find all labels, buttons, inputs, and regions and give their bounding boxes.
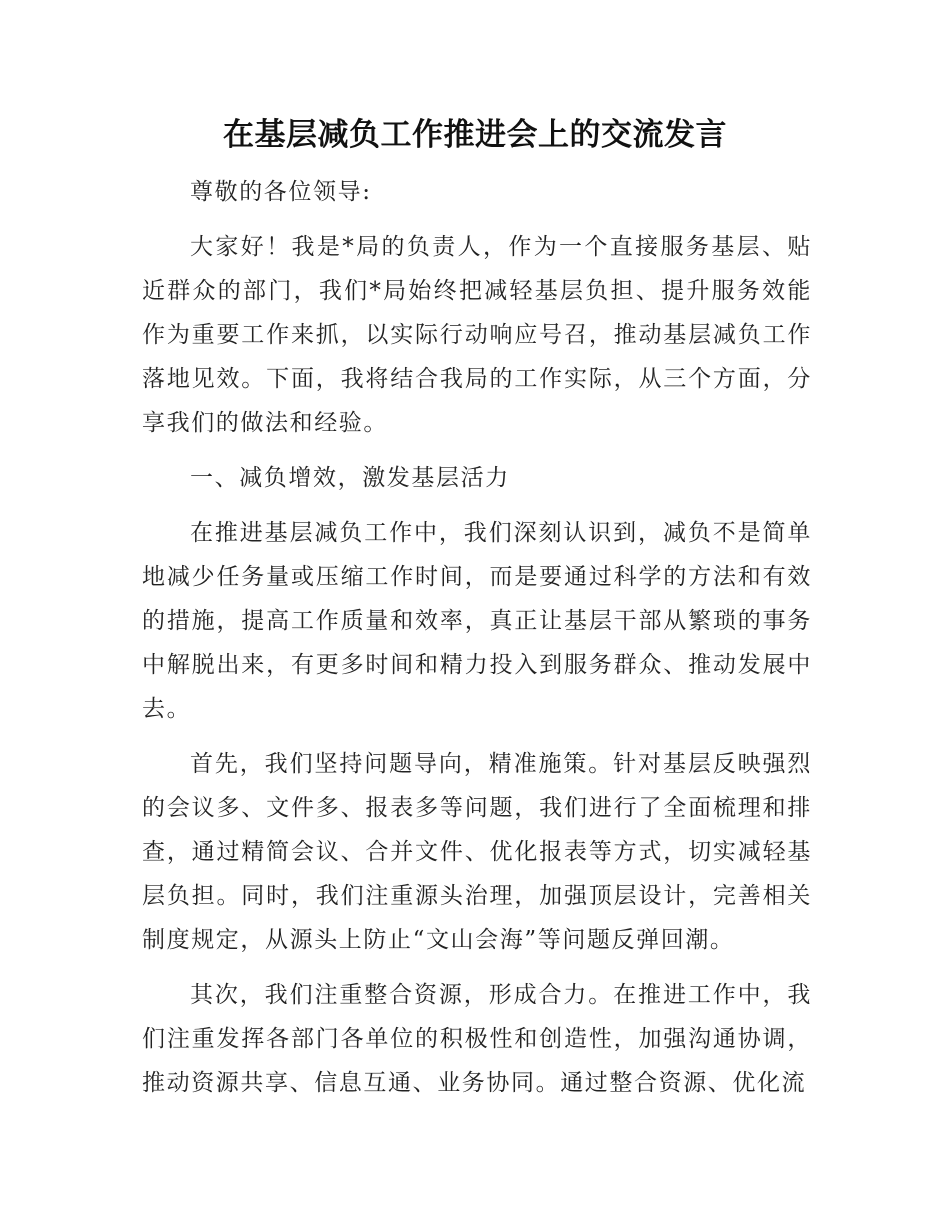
paragraph-gap	[142, 214, 812, 225]
document-title: 在基层减负工作推进会上的交流发言	[223, 117, 727, 153]
paragraph-second-point: 其次，我们注重整合资源，形成合力。在推进工作中，我们注重发挥各部门各单位的积极性和创造性，加强沟通协调，推动资源共享、信息互通、业务协同。通过整合资源、优化流	[142, 982, 812, 1096]
paragraph-gap	[142, 445, 812, 456]
paragraph-section1-overview: 在推进基层减负工作中，我们深刻认识到，减负不是简单地减少任务量或压缩工作时间，而是要通过科学的方法和有效的措施，提高工作质量和效率，真正让基层干部从繁琐的事务中解脱出来，有更多时间和精力投入到服务群众、推动发展中去。	[142, 520, 812, 722]
paragraph-gap	[142, 962, 812, 973]
paragraph-gap	[142, 731, 812, 742]
document-body	[142, 170, 812, 1105]
paragraph-gap	[142, 500, 812, 511]
paragraph-intro: 大家好！我是*局的负责人，作为一个直接服务基层、贴近群众的部门，我们*局始终把减轻基层负担、提升服务效能作为重要工作来抓，以实际行动响应号召，推动基层减负工作落地见效。下面，我将结合我局的工作实际，从三个方面，分享我们的做法和经验。	[142, 234, 812, 436]
paragraph-first-point: 首先，我们坚持问题导向，精准施策。针对基层反映强烈的会议多、文件多、报表多等问题，我们进行了全面梳理和排查，通过精简会议、合并文件、优化报表等方式，切实减轻基层负担。同时，我们注重源头治理，加强顶层设计，完善相关制度规定，从源头上防止“文山会海”等问题反弹回潮。	[142, 751, 812, 953]
salutation: 尊敬的各位领导:	[190, 179, 372, 205]
section-heading-1: 一、减负增效，激发基层活力	[190, 465, 510, 491]
